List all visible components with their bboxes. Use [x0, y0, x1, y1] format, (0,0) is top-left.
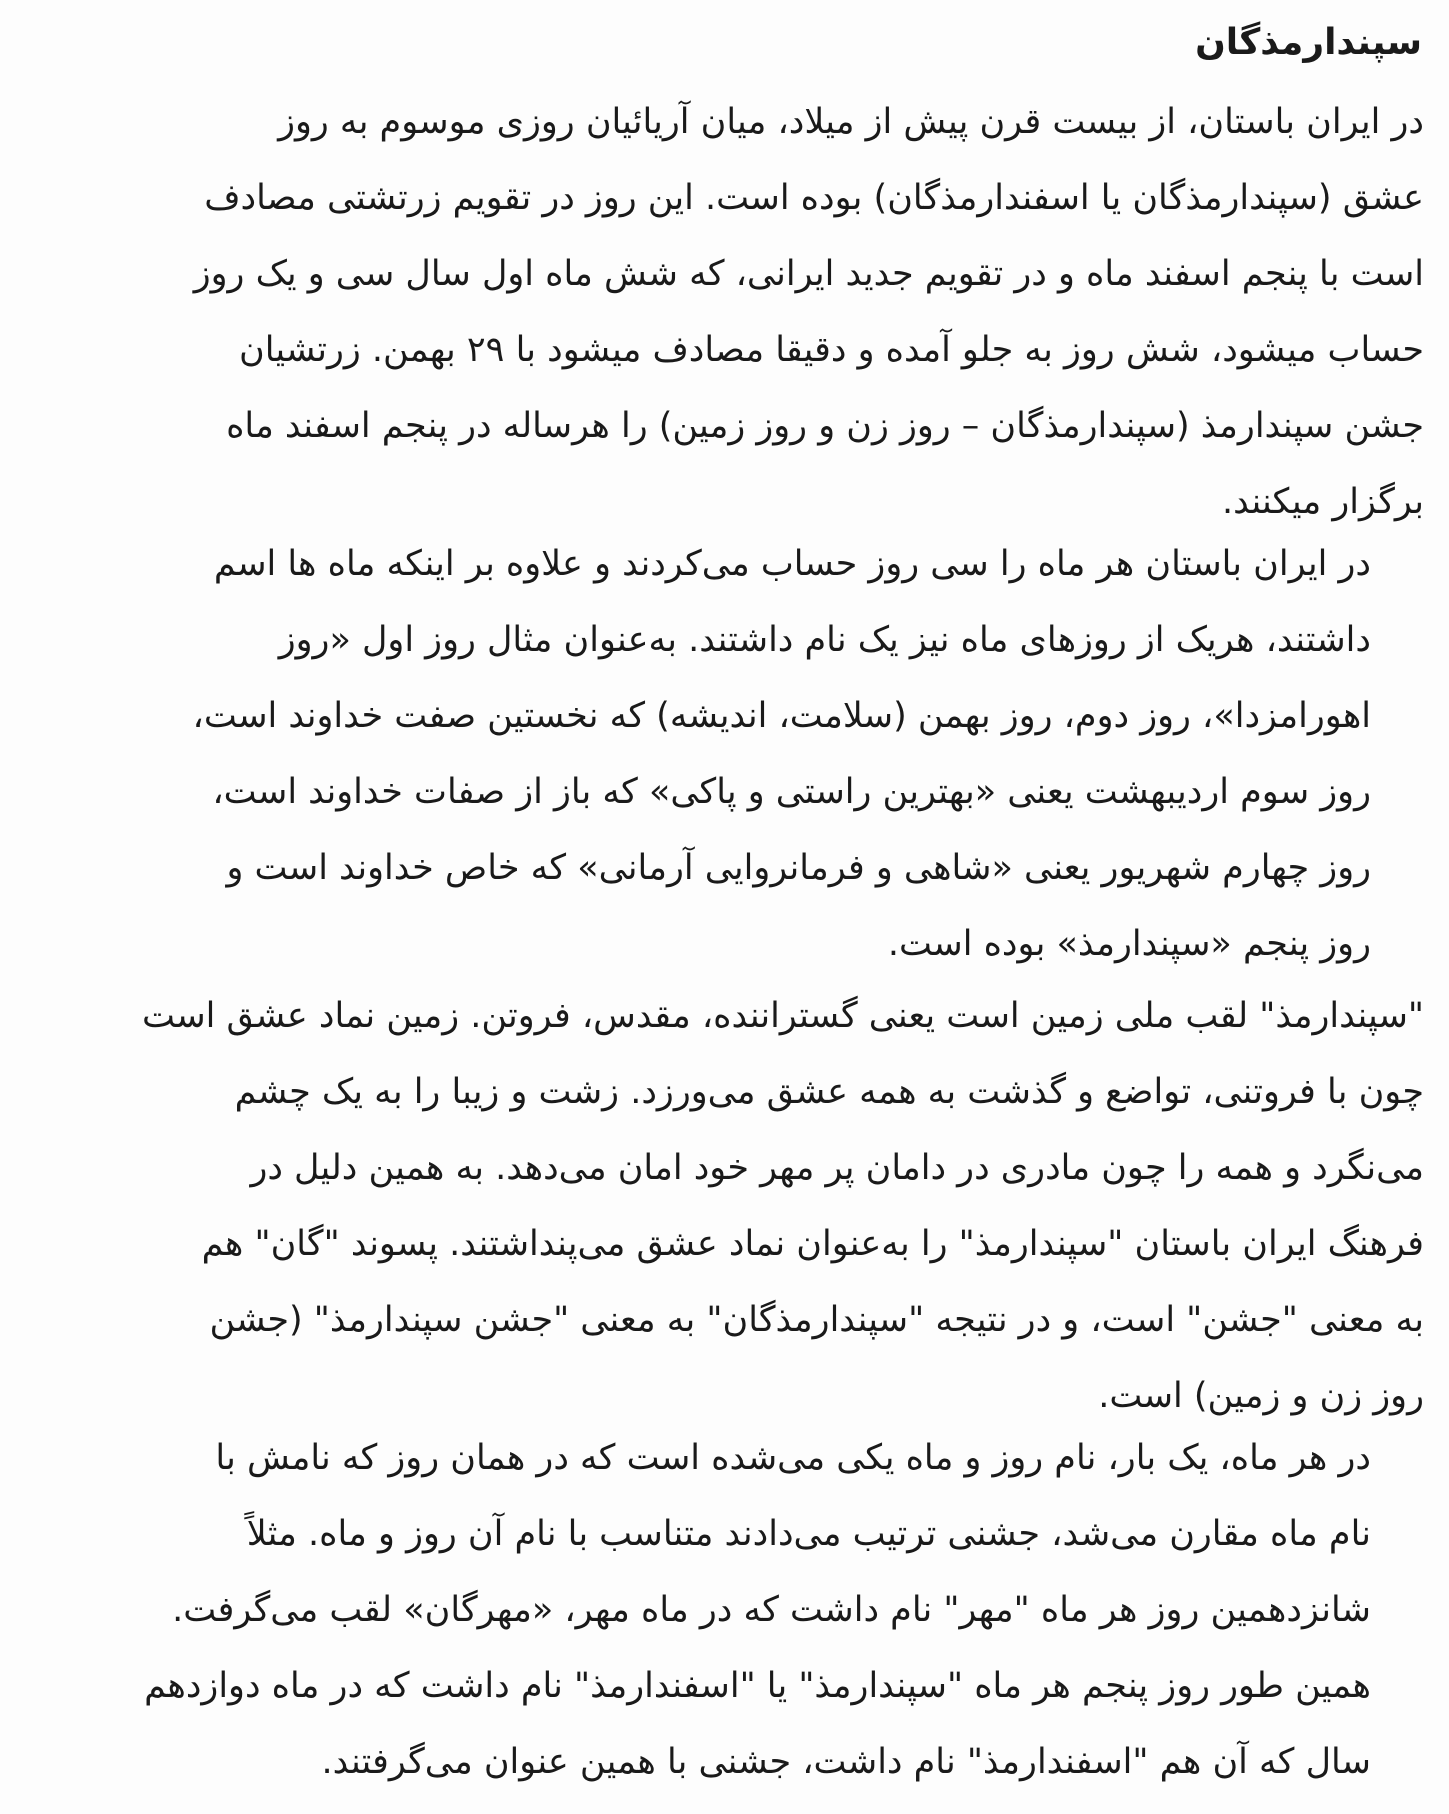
paragraph-line: داشتند، هریک از روزهای ماه نیز یک نام داشتند. به‌عنوان مثال روز اول «روز: [278, 620, 1371, 660]
paragraph-line: همین طور روز پنجم هر ماه "سپندارمذ" یا "اسفندارمذ" نام داشت که در ماه دوازدهم: [144, 1666, 1371, 1706]
paragraph-3: [23, 978, 1424, 1434]
paragraph-line: نام ماه مقارن می‌شد، جشنی ترتیب می‌دادند متناسب با نام آن روز و ماه. مثلاً: [246, 1514, 1371, 1554]
paragraph-line: عشق (سپندارمذگان یا اسفندارمذگان) بوده است. این روز در تقویم زرتشتی مصادف: [204, 178, 1424, 218]
paragraph-line: روز چهارم شهریور یعنی «شاهی و فرمانروایی آرمانی» که خاص خداوند است و: [226, 848, 1371, 888]
paragraph-line: برگزار میکنند.: [1221, 482, 1424, 522]
paragraph-2: [80, 526, 1371, 982]
paragraph-line: "سپندارمذ" لقب ملی زمین است یعنی گستراننده، مقدس، فروتن. زمین نماد عشق است: [141, 996, 1424, 1036]
paragraph-line: شانزدهمین روز هر ماه "مهر" نام داشت که در ماه مهر، «مهرگان» لقب می‌گرفت.: [172, 1590, 1371, 1630]
paragraph-line: می‌نگرد و همه را چون مادری در دامان پر مهر خود امان می‌دهد. به همین دلیل در: [250, 1148, 1424, 1188]
paragraph-line: حساب میشود، شش روز به جلو آمده و دقیقا مصادف میشود با ۲۹ بهمن. زرتشیان: [239, 330, 1424, 370]
paragraph-line: روز پنجم «سپندارمذ» بوده است.: [887, 924, 1371, 964]
paragraph-line: سال که آن هم "اسفندارمذ" نام داشت، جشنی با همین عنوان می‌گرفتند.: [321, 1742, 1371, 1782]
paragraph-line: اهورامزدا»، روز دوم، روز بهمن (سلامت، اندیشه) که نخستین صفت خداوند است،: [192, 696, 1371, 736]
document-title: سپندارمذگان: [1195, 22, 1422, 63]
paragraph-line: فرهنگ ایران باستان "سپندارمذ" را به‌عنوان نماد عشق می‌پنداشتند. پسوند "گان" هم: [201, 1224, 1424, 1264]
paragraph-line: در ایران باستان هر ماه را سی روز حساب می‌کردند و علاوه بر اینکه ماه ها اسم: [213, 544, 1371, 584]
paragraph-line: به معنی "جشن" است، و در نتیجه "سپندارمذگان" به معنی "جشن سپندارمذ" (جشن: [209, 1300, 1424, 1340]
paragraph-line: روز سوم اردیبهشت یعنی «بهترین راستی و پاکی» که باز از صفات خداوند است،: [212, 772, 1371, 812]
paragraph-line: روز زن و زمین) است.: [1098, 1376, 1424, 1416]
paragraph-line: جشن سپندارمذ (سپندارمذگان – روز زن و روز زمین) را هرساله در پنجم اسفند ماه: [226, 406, 1424, 446]
paragraph-4: [50, 1420, 1371, 1800]
paragraph-line: در ایران باستان، از بیست قرن پیش از میلاد، میان آریائیان روزی موسوم به روز: [278, 102, 1424, 142]
paragraph-line: چون با فروتنی، تواضع و گذشت به همه عشق می‌ورزد. زشت و زیبا را به یک چشم: [234, 1072, 1424, 1112]
paragraph-line: است با پنجم اسفند ماه و در تقویم جدید ایرانی، که شش ماه اول سال سی و یک روز: [193, 254, 1424, 294]
paragraph-1: [23, 84, 1424, 540]
paragraph-line: در هر ماه، یک بار، نام روز و ماه یکی می‌شده است که در همان روز که نامش با: [215, 1438, 1371, 1478]
